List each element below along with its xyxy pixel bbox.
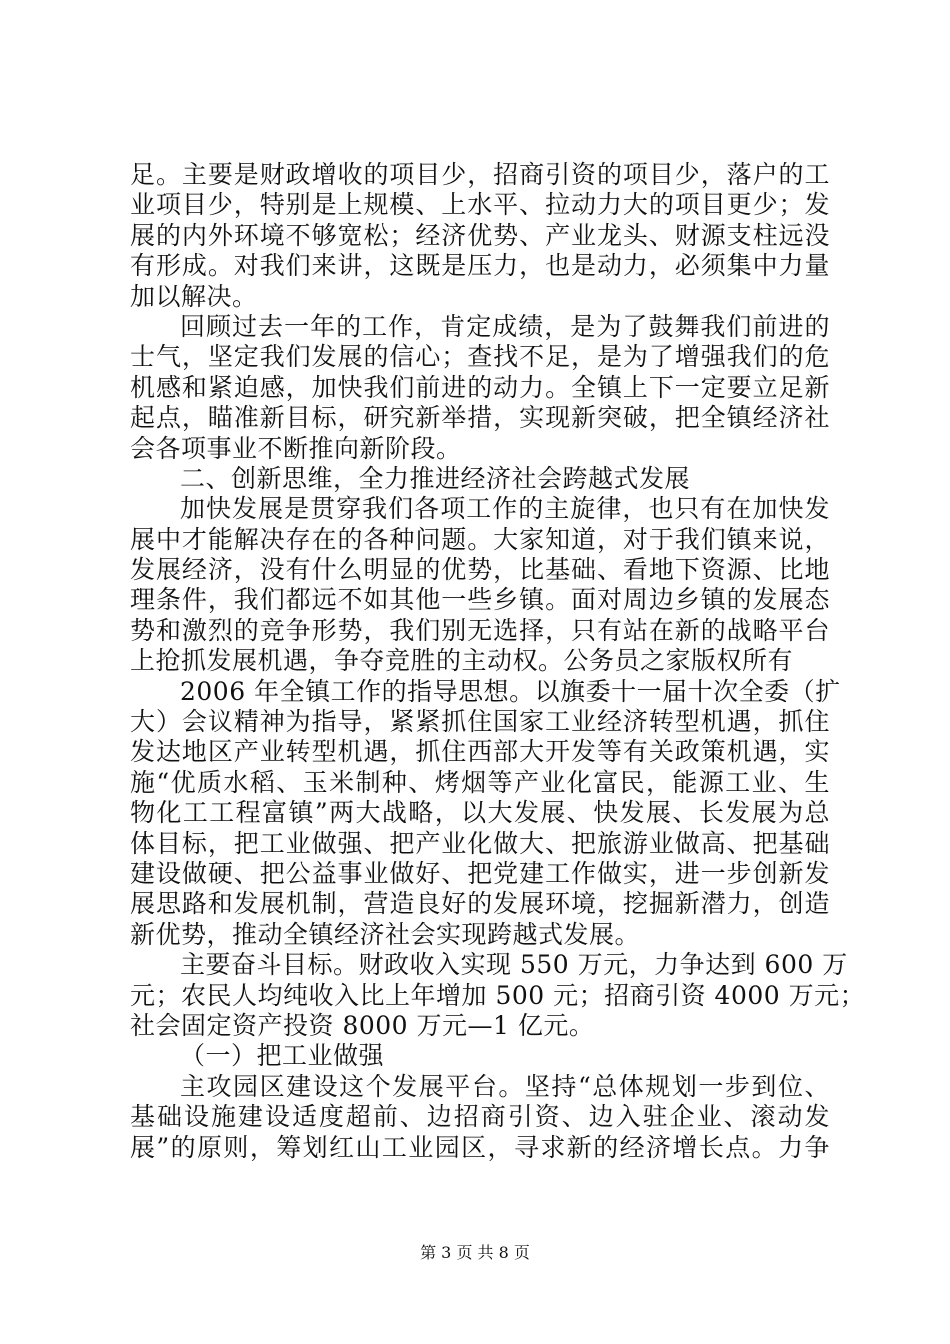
text-line: 社会固定资产投资 8000 万元—1 亿元。 [130,1010,595,1040]
text-line: 上抢抓发展机遇，争夺竞胜的主动权。公务员之家版权所有 [130,646,794,676]
text-line: 展”的原则，筹划红山工业园区，寻求新的经济增长点。力争 [130,1132,830,1162]
text-line: 主要奋斗目标。财政收入实现 550 万元，力争达到 600 万 [180,950,848,980]
text-line: 展的内外环境不够宽松；经济优势、产业龙头、财源支柱远没 [130,220,830,250]
text-line: 有形成。对我们来讲，这既是压力，也是动力，必须集中力量 [130,251,830,281]
text-line: 机感和紧迫感，加快我们前进的动力。全镇上下一定要立足新 [130,372,830,402]
text-line: 新优势，推动全镇经济社会实现跨越式发展。 [130,919,641,949]
text-line: 足。主要是财政增收的项目少，招商引资的项目少，落户的工 [130,160,830,189]
text-line: 发达地区产业转型机遇，抓住西部大开发等有关政策机遇，实 [130,737,830,767]
text-line: 主攻园区建设这个发展平台。坚持“总体规划一步到位、 [180,1071,830,1101]
text-line: 建设做硬、把公益事业做好、把党建工作做实，进一步创新发 [130,858,830,888]
text-line: 物化工工程富镇”两大战略，以大发展、快发展、长发展为总 [130,798,830,828]
text-line: 加快发展是贯穿我们各项工作的主旋律，也只有在加快发 [180,494,830,524]
text-line: 业项目少，特别是上规模、上水平、拉动力大的项目更少；发 [130,190,830,220]
text-line: 起点，瞄准新目标，研究新举措，实现新突破，把全镇经济社 [130,403,830,433]
text-line: 士气，坚定我们发展的信心；查找不足，是为了增强我们的危 [130,342,830,372]
text-line: 展思路和发展机制，营造良好的发展环境，挖掘新潜力，创造 [130,889,830,919]
page-footer: 第 3 页 共 8 页 [420,1243,530,1262]
text-line: 理条件，我们都远不如其他一些乡镇。面对周边乡镇的发展态 [130,585,830,615]
text-line: 体目标，把工业做强、把产业化做大、把旅游业做高、把基础 [130,828,830,858]
text-line: 基础设施建设适度超前、边招商引资、边入驻企业、滚动发 [130,1102,830,1132]
text-line: 回顾过去一年的工作，肯定成绩，是为了鼓舞我们前进的 [180,311,830,341]
text-line: 发展经济，没有什么明显的优势，比基础、看地下资源、比地 [130,555,830,585]
text-line: 2006 年全镇工作的指导思想。以旗委十一届十次全委（扩 [180,676,841,706]
text-line: （一）把工业做强 [180,1041,385,1071]
document-body [130,160,866,1163]
text-line: 元；农民人均纯收入比上年增加 500 元；招商引资 4000 万元； [130,980,866,1010]
text-line: 二、创新思维，全力推进经济社会跨越式发展 [180,463,691,493]
text-line: 势和激烈的竞争形势，我们别无选择，只有站在新的战略平台 [130,615,830,645]
text-line: 大）会议精神为指导，紧紧抓住国家工业经济转型机遇，抓住 [130,707,830,737]
text-line: 加以解决。 [130,281,258,311]
text-line: 会各项事业不断推向新阶段。 [130,433,462,463]
text-line: 施“优质水稻、玉米制种、烤烟等产业化富民，能源工业、生 [130,767,830,797]
text-line: 展中才能解决存在的各种问题。大家知道，对于我们镇来说， [130,524,830,554]
